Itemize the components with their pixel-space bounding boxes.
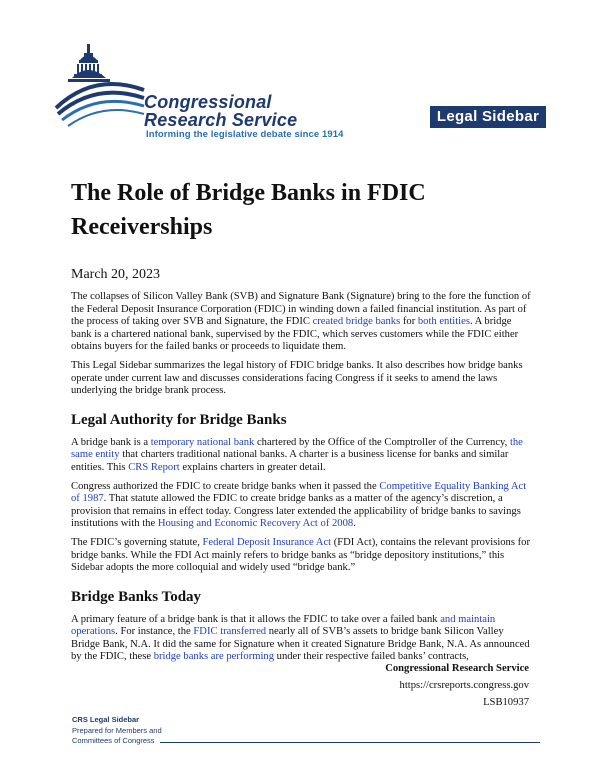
capitol-dome-logo-icon [54,42,146,128]
footer-product-code: LSB10937 [483,697,529,708]
text-run: A bridge bank is a [71,436,151,448]
link-bridge-banks-are-performing[interactable]: bridge banks are performing [153,651,275,663]
legal-authority-paragraph-3 [71,537,533,575]
text-run: The FDIC’s governing statute, [71,536,203,548]
link-the-same-entity[interactable]: the same entity [71,436,523,461]
bridge-banks-today-paragraph-1 [71,614,533,664]
page-title: The Role of Bridge Banks in FDIC Receiverships [71,180,426,240]
text-run: explains charters in greater detail. [179,461,326,473]
text-run: for [400,316,418,328]
footer-org-name: Congressional Research Service [385,663,529,674]
text-run: . That statute allowed the FDIC to create bridge banks as a matter of the agency’s discretion, a provision that remains in effect today. Congress later extended the applicability of bridge banks to savings institutions with the [71,493,521,530]
text-run: nearly all of SVB’s assets to bridge bank Silicon Valley Bridge Bank, N.A. It did the same for Signature when it created Signature Bridge Bank, N.A. As announced by the FDIC, these [71,626,530,663]
text-run: . [353,518,356,530]
footer-series-block [72,715,162,747]
publication-date: March 20, 2023 [71,267,161,282]
text-run: (FDI Act), contains the relevant provisions for bridge banks. While the FDI Act mainly refers to bridge banks as “bridge depository institutions,” this Sidebar adopts the more colloquial and widely used “bridge bank.” [71,536,530,574]
section-heading-bridge-banks-today: Bridge Banks Today [71,588,202,605]
text-run: . For instance, the [115,626,194,638]
brand-name-line1: Congressional [144,92,272,112]
link-and-maintain-operations[interactable]: and maintain operations [71,613,496,638]
intro-paragraph-1 [71,291,533,354]
link-housing-economic-recovery-act[interactable]: Housing and Economic Recovery Act of 2008 [157,518,354,530]
link-created-bridge-banks[interactable]: created bridge banks [312,316,401,328]
footer-divider [160,742,540,743]
footer-prepared-line2: Committees of Congress [72,736,155,745]
text-run: A primary feature of a bridge bank is that it allows the FDIC to take over a failed bank [71,613,441,625]
legal-authority-paragraph-2 [71,481,533,531]
text-run: . A bridge bank is a chartered national bank, supervised by the FDIC, which serves customers while the FDIC either obtains buyers for the failed banks or proceeds to liquidate them. [71,316,519,353]
section-heading-legal-authority: Legal Authority for Bridge Banks [71,411,287,428]
footer-series-title: CRS Legal Sidebar [72,715,140,724]
link-crs-report[interactable]: CRS Report [128,461,180,473]
footer-url[interactable]: https://crsreports.congress.gov [399,680,529,691]
link-fdic-transferred[interactable]: FDIC transferred [193,626,267,638]
article-content [71,176,533,664]
brand-tagline: Informing the legislative debate since 1914 [146,129,344,140]
link-temporary-national-bank[interactable]: temporary national bank [150,436,255,448]
legal-sidebar-badge: Legal Sidebar [430,106,546,128]
text-run: chartered by the Office of the Comptroller of the Currency, [254,436,510,448]
text-run: The collapses of Silicon Valley Bank (SVB) and Signature Bank (Signature) bring to the fore the function of the Federal Deposit Insurance Corporation (FDIC) in winding down a failed financial institution. As part of the process of taking over SVB and Signature, the FDIC [71,291,531,328]
text-run: under their respective failed banks’ contracts, [274,651,469,663]
link-both-entities[interactable]: both entities [417,316,470,328]
link-federal-deposit-insurance-act[interactable]: Federal Deposit Insurance Act [202,536,332,548]
brand-name-line2: Research Service [144,110,298,130]
legal-authority-paragraph-1 [71,437,533,475]
link-competitive-equality-banking-act[interactable]: Competitive Equality Banking Act of 1987 [71,480,527,505]
footer-prepared-line1: Prepared for Members and [72,725,162,735]
footer-publisher-block [385,660,529,711]
intro-paragraph-2: This Legal Sidebar summarizes the legal history of FDIC bridge banks. It also describes how bridge banks operate under current law and discusses considerations facing Congress if it seeks to amend the laws underlying the bridge brank process. [71,359,523,397]
text-run: Congress authorized the FDIC to create bridge banks when it passed the [71,480,380,492]
text-run: that charters traditional national banks. A charter is a business license for banks and similar entities. This [71,449,509,473]
